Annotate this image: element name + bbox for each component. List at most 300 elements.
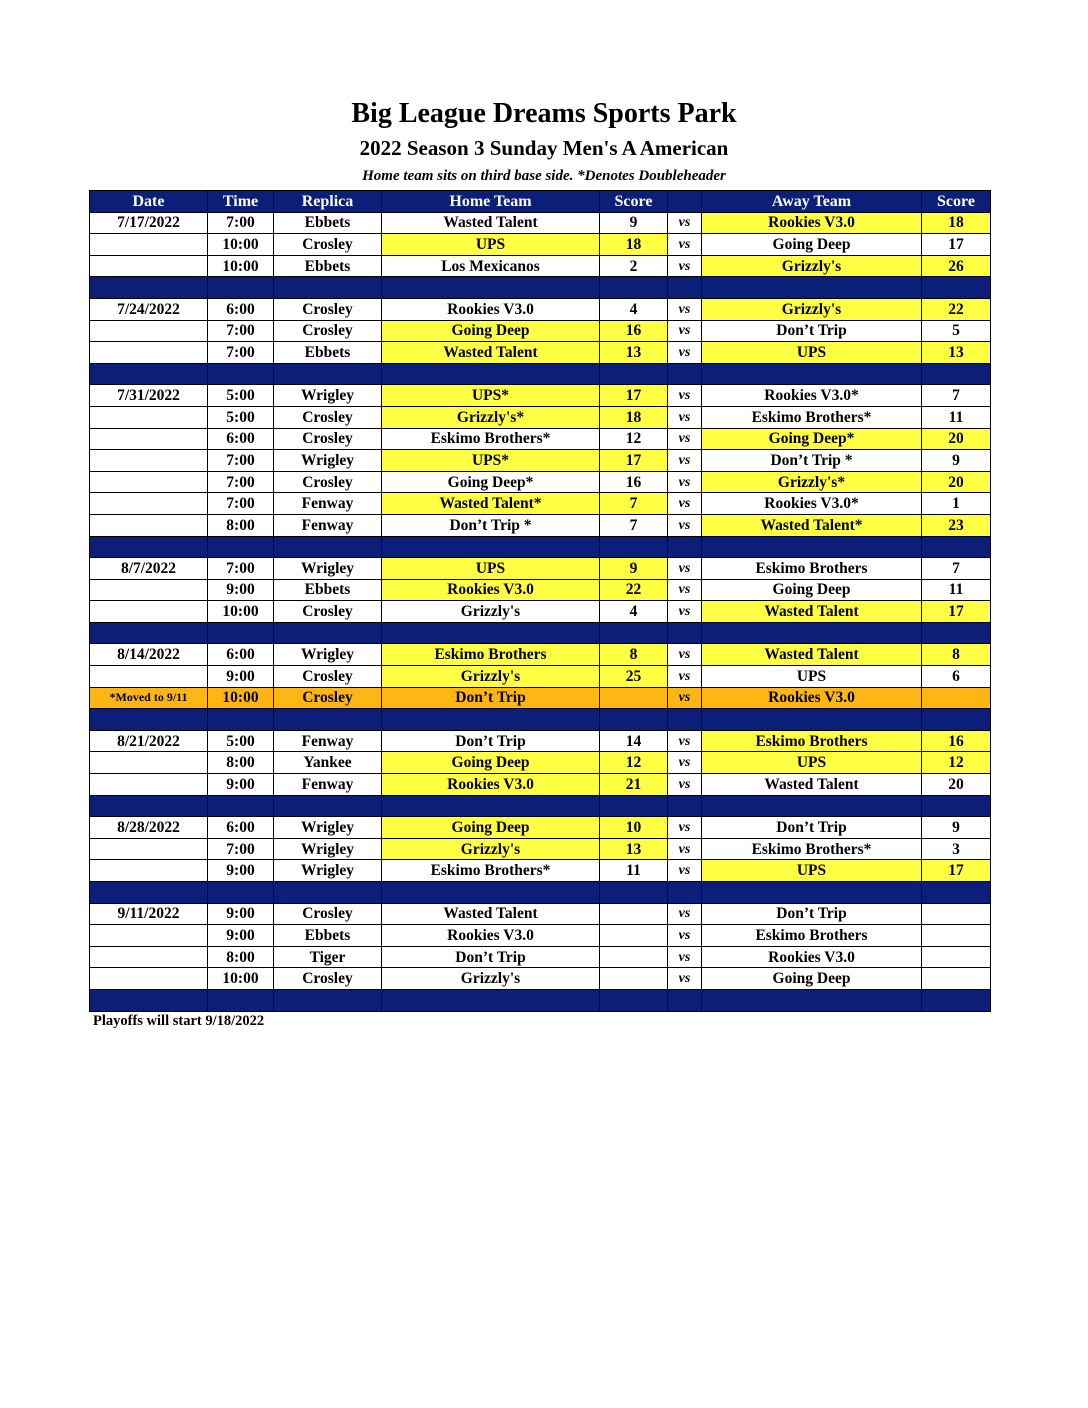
time-cell: 6:00 [208, 644, 274, 666]
time-cell: 9:00 [208, 925, 274, 947]
time-cell: 8:00 [208, 946, 274, 968]
separator-cell [274, 622, 382, 644]
separator-cell [208, 795, 274, 817]
away-team-cell: Don’t Trip [702, 817, 922, 839]
vs-cell: vs [668, 342, 702, 364]
replica-cell: Crosley [274, 687, 382, 709]
separator-cell [208, 277, 274, 299]
vs-cell: vs [668, 946, 702, 968]
vs-cell: vs [668, 687, 702, 709]
home-score-cell [600, 946, 668, 968]
vs-cell: vs [668, 579, 702, 601]
col-header-date: Date [90, 191, 208, 213]
home-score-cell: 16 [600, 471, 668, 493]
table-row [90, 342, 991, 364]
away-score-cell: 17 [922, 860, 991, 882]
away-score-cell: 22 [922, 298, 991, 320]
away-score-cell: 9 [922, 450, 991, 472]
time-cell: 5:00 [208, 385, 274, 407]
table-row [90, 558, 991, 580]
home-team-cell: Don’t Trip [382, 687, 600, 709]
separator-cell [274, 363, 382, 385]
col-header-home-team: Home Team [382, 191, 600, 213]
away-team-cell: Rookies V3.0 [702, 212, 922, 234]
table-row [90, 493, 991, 515]
home-score-cell: 10 [600, 817, 668, 839]
away-team-cell: Don’t Trip [702, 320, 922, 342]
separator-cell [600, 709, 668, 731]
col-header-time: Time [208, 191, 274, 213]
separator-cell [922, 989, 991, 1011]
vs-cell: vs [668, 817, 702, 839]
away-team-cell: Don’t Trip * [702, 450, 922, 472]
table-row [90, 730, 991, 752]
separator-cell [922, 795, 991, 817]
separator-cell [382, 622, 600, 644]
date-cell: 8/21/2022 [90, 730, 208, 752]
home-team-cell: UPS [382, 558, 600, 580]
table-row [90, 838, 991, 860]
home-score-cell: 13 [600, 342, 668, 364]
col-header-home-score: Score [600, 191, 668, 213]
separator-cell [208, 622, 274, 644]
home-team-cell: Rookies V3.0 [382, 579, 600, 601]
away-team-cell: Grizzly's [702, 298, 922, 320]
home-team-cell: Grizzly's [382, 968, 600, 990]
away-team-cell: Eskimo Brothers [702, 925, 922, 947]
away-score-cell: 20 [922, 774, 991, 796]
away-score-cell: 7 [922, 385, 991, 407]
away-score-cell: 7 [922, 558, 991, 580]
separator-cell [600, 622, 668, 644]
replica-cell: Crosley [274, 234, 382, 256]
separator-cell [702, 277, 922, 299]
table-row [90, 385, 991, 407]
table-row [90, 298, 991, 320]
vs-cell: vs [668, 644, 702, 666]
replica-cell: Crosley [274, 601, 382, 623]
time-cell: 7:00 [208, 212, 274, 234]
time-cell: 6:00 [208, 428, 274, 450]
vs-cell: vs [668, 730, 702, 752]
away-team-cell: Wasted Talent* [702, 514, 922, 536]
replica-cell: Ebbets [274, 255, 382, 277]
separator-cell [382, 989, 600, 1011]
time-cell: 9:00 [208, 903, 274, 925]
date-cell [90, 666, 208, 688]
table-row [90, 687, 991, 709]
table-row [90, 860, 991, 882]
home-score-cell: 17 [600, 450, 668, 472]
separator-cell [382, 795, 600, 817]
schedule-note: Home team sits on third base side. *Denotes Doubleheader [362, 168, 726, 184]
home-score-cell: 17 [600, 385, 668, 407]
time-cell: 10:00 [208, 968, 274, 990]
separator-cell [274, 882, 382, 904]
away-team-cell: Don’t Trip [702, 903, 922, 925]
away-score-cell: 26 [922, 255, 991, 277]
home-team-cell: Grizzly's [382, 601, 600, 623]
replica-cell: Wrigley [274, 385, 382, 407]
replica-cell: Tiger [274, 946, 382, 968]
home-team-cell: Grizzly's* [382, 406, 600, 428]
separator-cell [274, 989, 382, 1011]
date-cell [90, 320, 208, 342]
away-team-cell: Eskimo Brothers* [702, 838, 922, 860]
replica-cell: Ebbets [274, 342, 382, 364]
away-team-cell: Going Deep [702, 234, 922, 256]
vs-cell: vs [668, 968, 702, 990]
separator-cell [668, 882, 702, 904]
away-score-cell: 23 [922, 514, 991, 536]
separator-cell [668, 989, 702, 1011]
separator-cell [922, 622, 991, 644]
away-team-cell: Wasted Talent [702, 601, 922, 623]
separator-cell [382, 536, 600, 558]
separator-cell [702, 536, 922, 558]
separator-cell [208, 709, 274, 731]
time-cell: 6:00 [208, 298, 274, 320]
vs-cell: vs [668, 406, 702, 428]
replica-cell: Ebbets [274, 925, 382, 947]
table-row [90, 255, 991, 277]
time-cell: 7:00 [208, 450, 274, 472]
home-team-cell: UPS [382, 234, 600, 256]
table-row [90, 428, 991, 450]
replica-cell: Wrigley [274, 860, 382, 882]
home-score-cell: 2 [600, 255, 668, 277]
separator-cell [274, 709, 382, 731]
separator-cell [90, 795, 208, 817]
replica-cell: Wrigley [274, 838, 382, 860]
away-team-cell: Eskimo Brothers [702, 730, 922, 752]
replica-cell: Crosley [274, 428, 382, 450]
date-cell [90, 968, 208, 990]
separator-cell [90, 277, 208, 299]
replica-cell: Fenway [274, 493, 382, 515]
away-team-cell: Going Deep [702, 579, 922, 601]
away-score-cell [922, 903, 991, 925]
home-score-cell: 18 [600, 406, 668, 428]
time-cell: 10:00 [208, 601, 274, 623]
date-cell [90, 579, 208, 601]
separator-cell [668, 622, 702, 644]
date-cell: 7/31/2022 [90, 385, 208, 407]
date-cell [90, 601, 208, 623]
separator-cell [600, 536, 668, 558]
away-score-cell: 20 [922, 428, 991, 450]
time-cell: 9:00 [208, 666, 274, 688]
vs-cell: vs [668, 298, 702, 320]
replica-cell: Ebbets [274, 212, 382, 234]
away-team-cell: Going Deep* [702, 428, 922, 450]
home-score-cell: 18 [600, 234, 668, 256]
replica-cell: Wrigley [274, 450, 382, 472]
separator-cell [600, 795, 668, 817]
time-cell: 5:00 [208, 730, 274, 752]
vs-cell: vs [668, 471, 702, 493]
time-cell: 8:00 [208, 752, 274, 774]
table-row [90, 752, 991, 774]
away-score-cell: 18 [922, 212, 991, 234]
separator-cell [382, 363, 600, 385]
home-team-cell: Eskimo Brothers* [382, 860, 600, 882]
away-score-cell: 11 [922, 579, 991, 601]
away-score-cell: 8 [922, 644, 991, 666]
vs-cell: vs [668, 601, 702, 623]
table-row [90, 579, 991, 601]
home-score-cell [600, 687, 668, 709]
separator-cell [702, 363, 922, 385]
away-team-cell: Going Deep [702, 968, 922, 990]
separator-cell [702, 622, 922, 644]
away-score-cell [922, 968, 991, 990]
replica-cell: Crosley [274, 406, 382, 428]
table-header-row [90, 191, 991, 213]
separator-row [90, 622, 991, 644]
vs-cell: vs [668, 666, 702, 688]
replica-cell: Wrigley [274, 644, 382, 666]
away-score-cell: 13 [922, 342, 991, 364]
date-cell: *Moved to 9/11 [90, 687, 208, 709]
time-cell: 9:00 [208, 579, 274, 601]
time-cell: 10:00 [208, 255, 274, 277]
date-cell [90, 428, 208, 450]
separator-cell [922, 363, 991, 385]
table-row [90, 946, 991, 968]
date-cell [90, 471, 208, 493]
separator-cell [922, 709, 991, 731]
home-team-cell: UPS* [382, 450, 600, 472]
col-header-away-score: Score [922, 191, 991, 213]
vs-cell: vs [668, 428, 702, 450]
replica-cell: Fenway [274, 730, 382, 752]
separator-cell [90, 622, 208, 644]
vs-cell: vs [668, 860, 702, 882]
separator-cell [600, 277, 668, 299]
home-team-cell: Going Deep [382, 320, 600, 342]
replica-cell: Wrigley [274, 558, 382, 580]
separator-cell [668, 795, 702, 817]
separator-row [90, 709, 991, 731]
time-cell: 7:00 [208, 558, 274, 580]
home-score-cell: 8 [600, 644, 668, 666]
separator-cell [668, 709, 702, 731]
table-row [90, 644, 991, 666]
home-score-cell: 4 [600, 298, 668, 320]
away-team-cell: Wasted Talent [702, 774, 922, 796]
time-cell: 5:00 [208, 406, 274, 428]
home-team-cell: Don’t Trip [382, 946, 600, 968]
separator-cell [90, 882, 208, 904]
date-cell [90, 925, 208, 947]
vs-cell: vs [668, 212, 702, 234]
col-header-vs [668, 191, 702, 213]
vs-cell: vs [668, 838, 702, 860]
separator-cell [600, 882, 668, 904]
table-row [90, 320, 991, 342]
away-score-cell: 20 [922, 471, 991, 493]
time-cell: 9:00 [208, 774, 274, 796]
table-row [90, 903, 991, 925]
date-cell [90, 860, 208, 882]
playoffs-note: Playoffs will start 9/18/2022 [93, 1013, 265, 1029]
away-score-cell: 3 [922, 838, 991, 860]
separator-cell [274, 795, 382, 817]
home-team-cell: Wasted Talent [382, 212, 600, 234]
home-score-cell: 14 [600, 730, 668, 752]
separator-cell [702, 709, 922, 731]
separator-cell [382, 709, 600, 731]
table-row [90, 450, 991, 472]
time-cell: 7:00 [208, 838, 274, 860]
home-team-cell: UPS* [382, 385, 600, 407]
date-cell [90, 406, 208, 428]
home-score-cell: 13 [600, 838, 668, 860]
vs-cell: vs [668, 925, 702, 947]
separator-cell [922, 882, 991, 904]
away-team-cell: Eskimo Brothers* [702, 406, 922, 428]
vs-cell: vs [668, 385, 702, 407]
home-score-cell: 7 [600, 514, 668, 536]
away-score-cell: 17 [922, 234, 991, 256]
home-score-cell: 16 [600, 320, 668, 342]
date-cell [90, 752, 208, 774]
separator-cell [208, 882, 274, 904]
home-score-cell [600, 925, 668, 947]
vs-cell: vs [668, 234, 702, 256]
home-team-cell: Rookies V3.0 [382, 925, 600, 947]
separator-cell [600, 989, 668, 1011]
separator-cell [208, 536, 274, 558]
time-cell: 7:00 [208, 493, 274, 515]
home-team-cell: Rookies V3.0 [382, 774, 600, 796]
away-team-cell: Rookies V3.0 [702, 946, 922, 968]
away-team-cell: Wasted Talent [702, 644, 922, 666]
schedule-table [89, 190, 991, 1012]
date-cell [90, 946, 208, 968]
home-score-cell: 9 [600, 212, 668, 234]
vs-cell: vs [668, 558, 702, 580]
separator-cell [90, 536, 208, 558]
separator-cell [274, 536, 382, 558]
home-team-cell: Los Mexicanos [382, 255, 600, 277]
separator-cell [668, 536, 702, 558]
separator-cell [382, 882, 600, 904]
table-row [90, 406, 991, 428]
date-cell: 9/11/2022 [90, 903, 208, 925]
replica-cell: Ebbets [274, 579, 382, 601]
replica-cell: Crosley [274, 298, 382, 320]
replica-cell: Wrigley [274, 817, 382, 839]
replica-cell: Crosley [274, 471, 382, 493]
separator-row [90, 536, 991, 558]
date-cell [90, 774, 208, 796]
separator-cell [90, 363, 208, 385]
away-score-cell [922, 946, 991, 968]
separator-row [90, 363, 991, 385]
home-team-cell: Going Deep [382, 752, 600, 774]
away-score-cell: 16 [922, 730, 991, 752]
time-cell: 10:00 [208, 687, 274, 709]
home-team-cell: Wasted Talent* [382, 493, 600, 515]
separator-cell [382, 277, 600, 299]
away-team-cell: UPS [702, 752, 922, 774]
time-cell: 9:00 [208, 860, 274, 882]
home-score-cell: 7 [600, 493, 668, 515]
home-team-cell: Grizzly's [382, 666, 600, 688]
separator-cell [600, 363, 668, 385]
table-row [90, 666, 991, 688]
separator-cell [274, 277, 382, 299]
table-row [90, 601, 991, 623]
away-team-cell: UPS [702, 860, 922, 882]
away-team-cell: Eskimo Brothers [702, 558, 922, 580]
table-row [90, 968, 991, 990]
separator-cell [90, 709, 208, 731]
date-cell: 8/28/2022 [90, 817, 208, 839]
home-score-cell [600, 903, 668, 925]
separator-cell [702, 989, 922, 1011]
date-cell [90, 342, 208, 364]
separator-row [90, 882, 991, 904]
away-score-cell: 6 [922, 666, 991, 688]
home-team-cell: Eskimo Brothers [382, 644, 600, 666]
home-team-cell: Going Deep [382, 817, 600, 839]
time-cell: 7:00 [208, 471, 274, 493]
away-score-cell: 9 [922, 817, 991, 839]
page-subtitle: 2022 Season 3 Sunday Men's A American [359, 136, 729, 160]
vs-cell: vs [668, 493, 702, 515]
separator-cell [668, 277, 702, 299]
col-header-away-team: Away Team [702, 191, 922, 213]
away-team-cell: Rookies V3.0* [702, 385, 922, 407]
vs-cell: vs [668, 774, 702, 796]
home-score-cell: 21 [600, 774, 668, 796]
time-cell: 6:00 [208, 817, 274, 839]
date-cell [90, 493, 208, 515]
vs-cell: vs [668, 255, 702, 277]
home-score-cell [600, 968, 668, 990]
away-score-cell [922, 687, 991, 709]
away-team-cell: UPS [702, 342, 922, 364]
home-team-cell: Don’t Trip * [382, 514, 600, 536]
separator-cell [90, 989, 208, 1011]
away-team-cell: Grizzly's* [702, 471, 922, 493]
separator-cell [922, 536, 991, 558]
date-cell [90, 255, 208, 277]
replica-cell: Crosley [274, 968, 382, 990]
home-score-cell: 9 [600, 558, 668, 580]
table-row [90, 234, 991, 256]
time-cell: 10:00 [208, 234, 274, 256]
replica-cell: Yankee [274, 752, 382, 774]
date-cell: 7/17/2022 [90, 212, 208, 234]
home-team-cell: Wasted Talent [382, 342, 600, 364]
date-cell [90, 234, 208, 256]
home-score-cell: 11 [600, 860, 668, 882]
table-row [90, 774, 991, 796]
replica-cell: Crosley [274, 903, 382, 925]
time-cell: 7:00 [208, 342, 274, 364]
date-cell [90, 838, 208, 860]
replica-cell: Fenway [274, 514, 382, 536]
home-score-cell: 12 [600, 428, 668, 450]
table-row [90, 471, 991, 493]
separator-cell [702, 795, 922, 817]
date-cell: 8/7/2022 [90, 558, 208, 580]
away-team-cell: Rookies V3.0* [702, 493, 922, 515]
